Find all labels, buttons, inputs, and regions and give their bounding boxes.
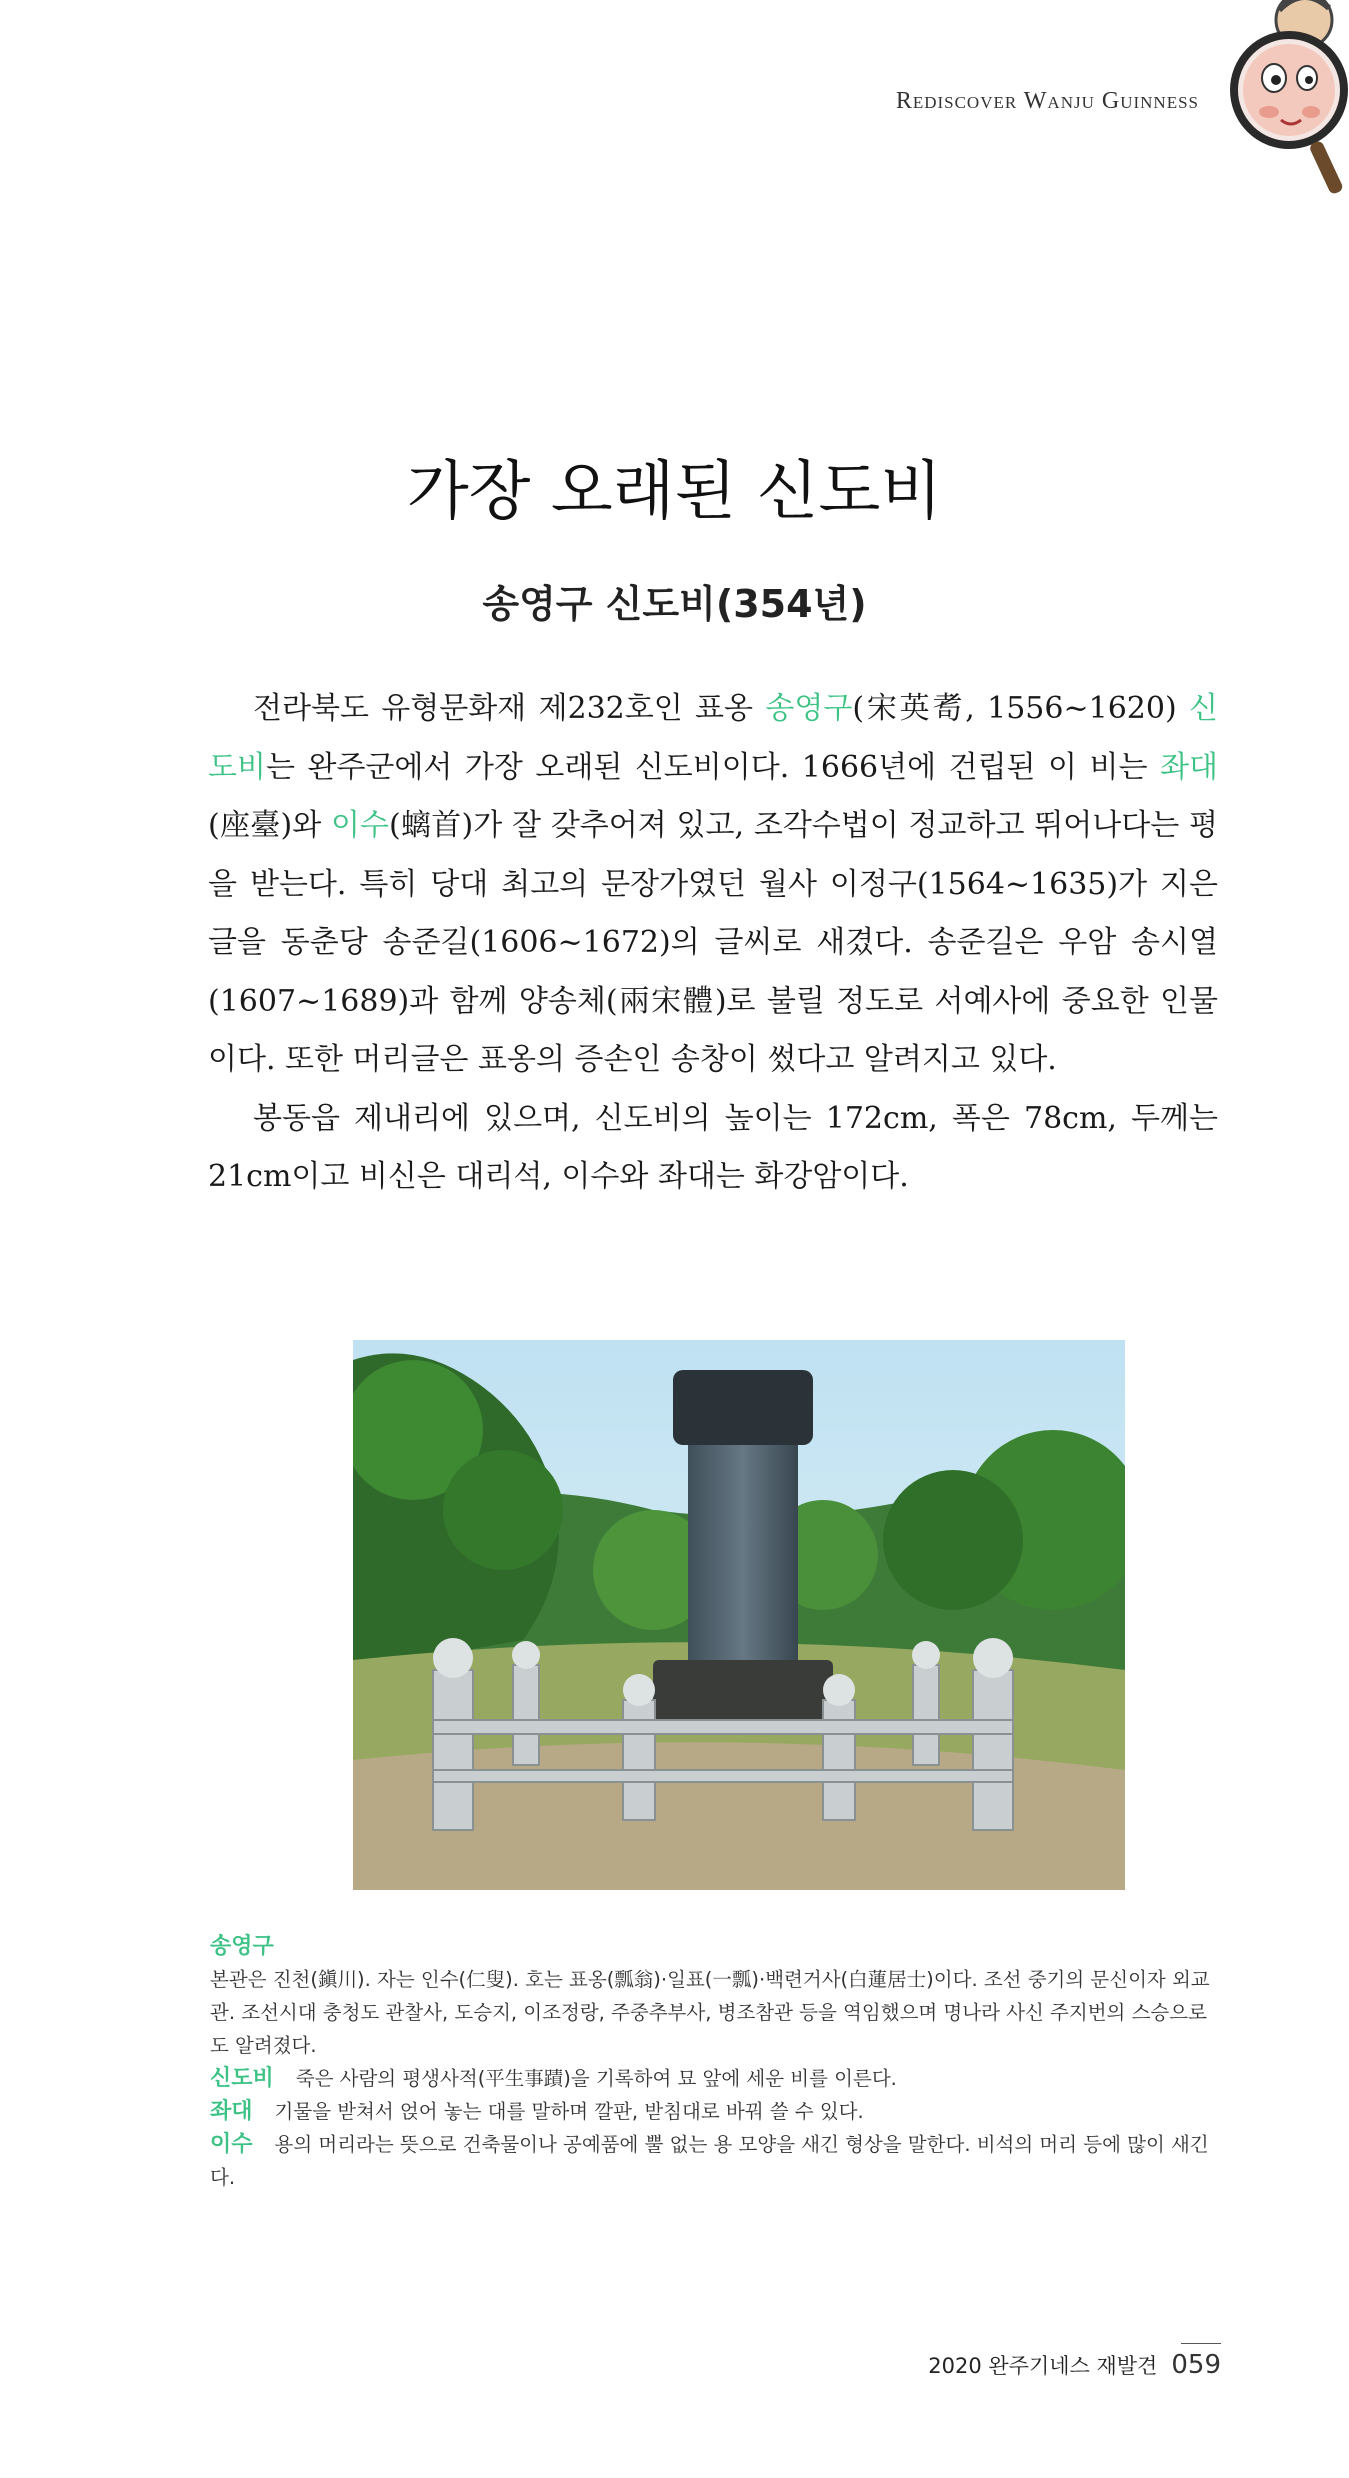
glossary-definition: 용의 머리라는 뜻으로 건축물이나 공예품에 뿔 없는 용 모양을 새긴 형상을 말한다. 비석의 머리 등에 많이 새긴다. <box>210 2133 1209 2189</box>
glossary-entry-sindobi <box>210 2062 1220 2095</box>
running-header: Rediscover Wanju Guinness <box>895 88 1199 114</box>
highlight-term-isu: 이수 <box>331 808 389 843</box>
monument-photo <box>353 1340 1125 1890</box>
highlight-term-sindobi: 신도비 <box>208 691 1218 785</box>
book-title: 2020 완주기네스 재발견 <box>928 2354 1158 2378</box>
glossary-definition: 기물을 받쳐서 얹어 놓는 대를 말하며 깔판, 받침대로 바꿔 쓸 수 있다. <box>274 2100 864 2123</box>
paragraph-2: 봉동읍 제내리에 있으며, 신도비의 높이는 172cm, 폭은 78cm, 두께는 21cm이고 비신은 대리석, 이수와 좌대는 화강암이다. <box>208 1100 1218 1194</box>
glossary <box>210 1930 1220 2194</box>
highlight-term-jwadae: 좌대 <box>1160 749 1218 785</box>
text-span: (宋英耉, 1556~1620) <box>852 691 1190 726</box>
page-subtitle: 송영구 신도비(354년) <box>482 582 867 626</box>
glossary-term: 이수 <box>210 2132 253 2157</box>
page-footer <box>928 2350 1221 2380</box>
body-text <box>208 680 1218 1207</box>
glossary-term: 좌대 <box>210 2099 253 2124</box>
glossary-definition: 본관은 진천(鎭川). 자는 인수(仁叟). 호는 표옹(瓢翁)·일표(一瓢)·백련거사(白蓮居士)이다. 조선 중기의 문신이자 외교관. 조선시대 충청도 관찰사, 도승지, 이조정랑, 주중추부사, 병조참관 등을 역임했으며 명나라 사신 주지번의 스승으로도 알려졌다. <box>210 1968 1210 2057</box>
page-number: 059 <box>1171 2350 1221 2380</box>
page-title: 가장 오래된 신도비 <box>406 455 943 529</box>
highlight-term-songyounggu: 송영구 <box>765 691 853 726</box>
glossary-entry-jwadae <box>210 2095 1220 2128</box>
glossary-term: 송영구 <box>210 1934 274 1959</box>
glossary-entry-songyounggu <box>210 1930 1220 2062</box>
glossary-entry-isu <box>210 2128 1220 2194</box>
text-span: 는 완주군에서 가장 오래된 신도비이다. 1666년에 건립된 이 비는 <box>265 749 1161 785</box>
text-span: (座臺)와 <box>208 808 332 843</box>
magnifier-mascot-icon <box>1199 0 1349 200</box>
paragraph-1 <box>208 680 1218 1090</box>
text-span: (螭首)가 잘 갖추어져 있고, 조각수법이 정교하고 뛰어나다는 평을 받는다. 특히 당대 최고의 문장가였던 월사 이정구(1564~1635)가 지은 글을 동춘당 송준길(1606~1672)의 글씨로 새겼다. 송준길은 우암 송시열(1607~1689)과 함께 양송체(兩宋體)로 불릴 정도로 서예사에 중요한 인물이다. 또한 머리글은 표옹의 증손인 송창이 썼다고 알려지고 있다. <box>208 808 1218 1077</box>
glossary-term: 신도비 <box>210 2066 274 2091</box>
footer-rule <box>1181 2343 1221 2344</box>
text-span: 전라북도 유형문화재 제232호인 표옹 <box>253 691 766 726</box>
glossary-definition: 죽은 사람의 평생사적(平生事蹟)을 기록하여 묘 앞에 세운 비를 이른다. <box>295 2067 897 2090</box>
